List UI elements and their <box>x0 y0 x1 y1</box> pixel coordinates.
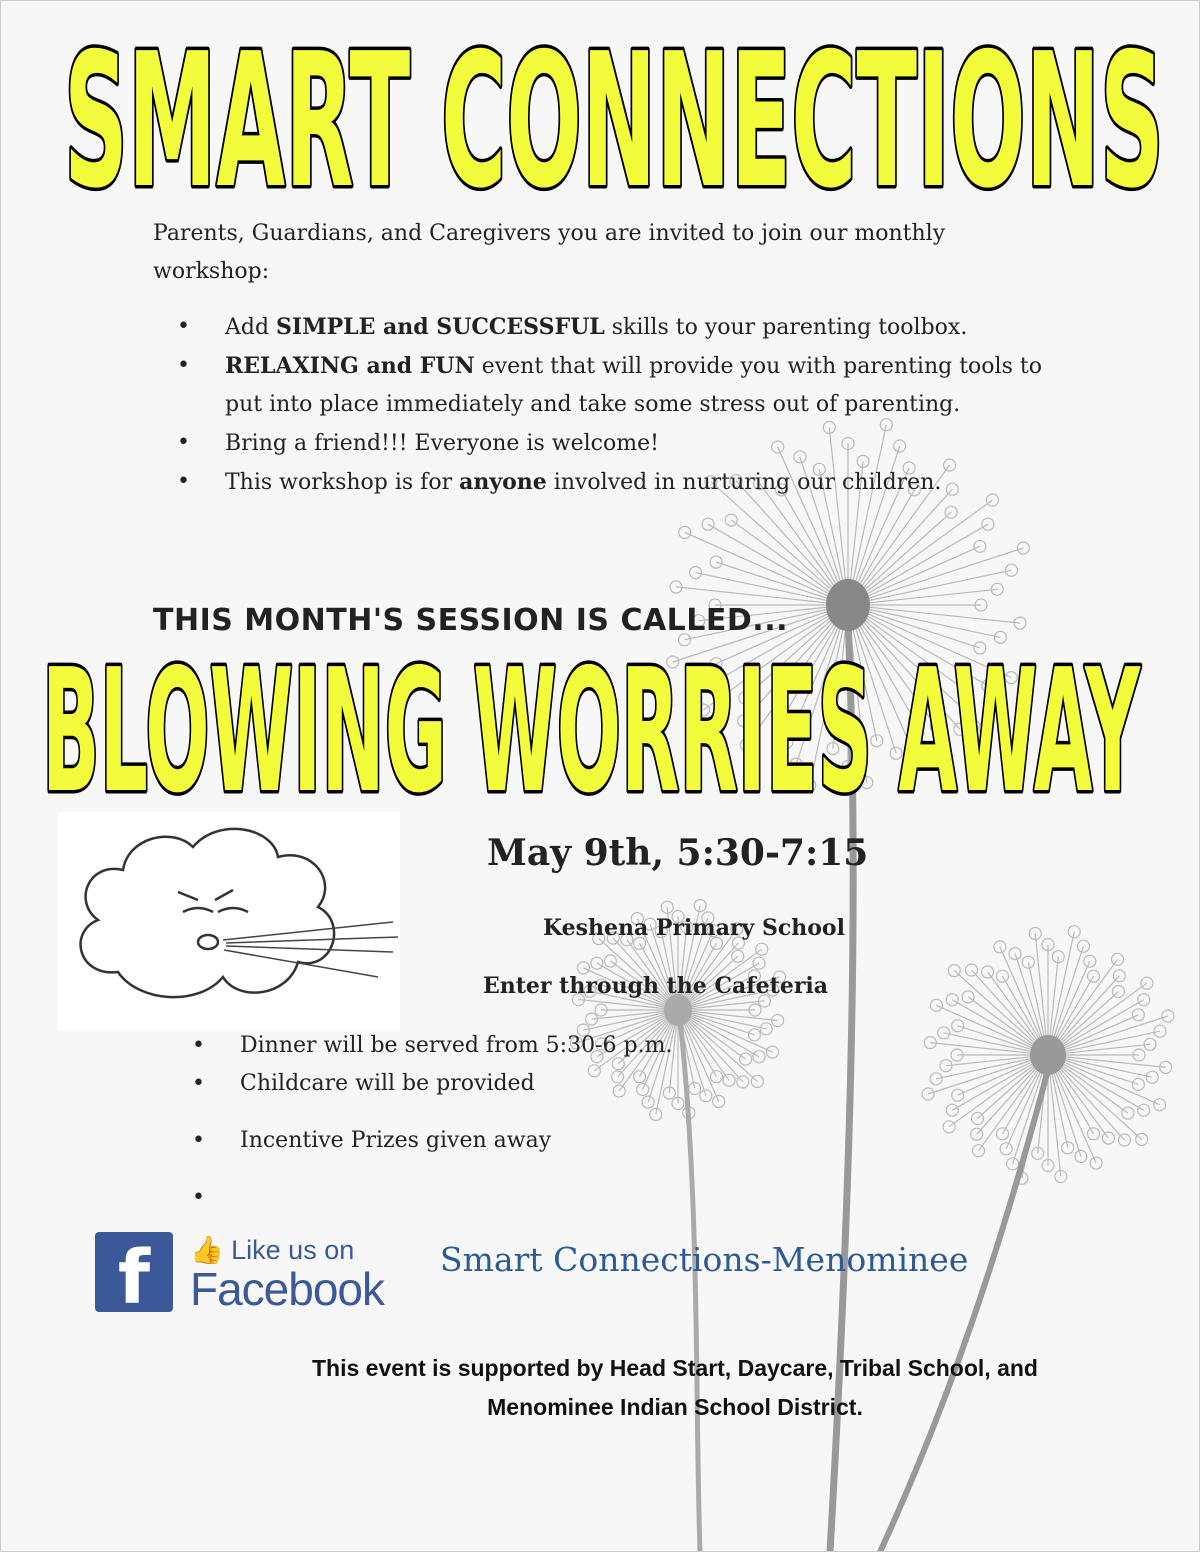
session-intro: THIS MONTH'S SESSION IS CALLED... <box>153 603 789 638</box>
list-item: • Incentive Prizes given away <box>192 1128 552 1153</box>
facebook-like-label: 👍 Like us on <box>190 1235 355 1265</box>
details-list <box>170 1027 870 1217</box>
session-title: BLOWING WORRIES AWAY <box>42 640 1141 810</box>
facebook-brand: Facebook <box>190 1263 385 1315</box>
event-date-time: May 9th, 5:30-7:15 <box>487 832 869 874</box>
list-item: • Add SIMPLE and SUCCESSFUL skills to your parenting toolbox. <box>177 314 968 340</box>
event-location: Keshena Primary School <box>543 915 845 941</box>
blowing-cloud-icon <box>58 812 400 1030</box>
list-item: • Bring a friend!!! Everyone is welcome! <box>177 430 659 456</box>
benefits-list <box>155 308 1085 502</box>
event-entrance: Enter through the Cafeteria <box>483 973 829 999</box>
title: SMART CONNECTIONS <box>64 20 1164 210</box>
list-item: • This workshop is for anyone involved in nurturing our children. <box>177 469 942 495</box>
footer-line-1: This event is supported by Head Start, Daycare, Tribal School, and <box>312 1355 1038 1381</box>
facebook-logo-icon: f <box>95 1232 173 1312</box>
facebook-page-name[interactable]: Smart Connections-Menominee <box>440 1240 969 1279</box>
list-item: • <box>192 1185 205 1210</box>
list-item: • Dinner will be served from 5:30-6 p.m. <box>192 1033 673 1058</box>
footer-line-2: Menominee Indian School District. <box>487 1394 863 1420</box>
list-item: • RELAXING and FUN event that will provide you with parenting tools to put into place immediately and take some stress out of parenting. <box>177 353 1042 417</box>
facebook-badge[interactable] <box>95 1232 400 1321</box>
thumbs-up-icon: 👍 <box>190 1235 224 1265</box>
list-item: • Childcare will be provided <box>192 1071 535 1096</box>
intro-text: Parents, Guardians, and Caregivers you are invited to join our monthly workshop: <box>153 221 946 284</box>
session-title-wrapper <box>36 640 1148 810</box>
title-wrapper <box>58 20 1170 210</box>
